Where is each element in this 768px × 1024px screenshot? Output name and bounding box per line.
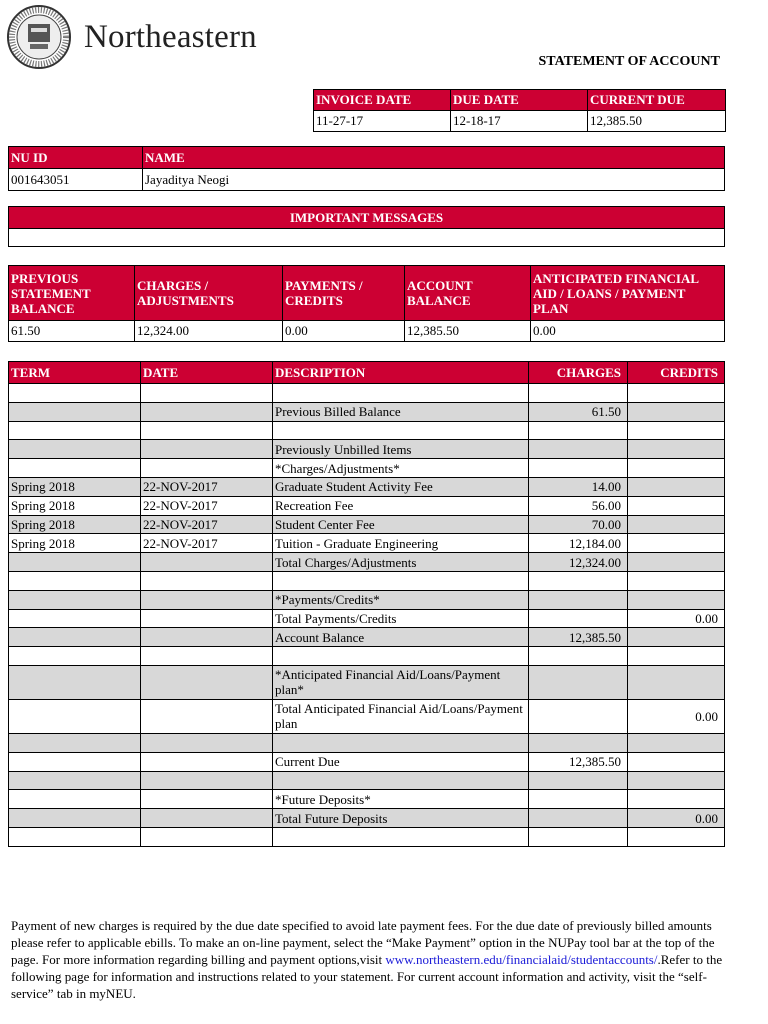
table-row xyxy=(9,809,725,828)
charges-cell xyxy=(529,459,628,478)
credits-cell xyxy=(628,459,725,478)
description-cell: Current Due xyxy=(273,752,529,771)
table-row xyxy=(9,553,725,572)
date-cell xyxy=(141,809,273,828)
date-cell xyxy=(141,752,273,771)
table-row xyxy=(9,534,725,553)
table-row xyxy=(9,647,725,666)
anticipated-aid-header: ANTICIPATED FINANCIAL AID / LOANS / PAYMENT PLAN xyxy=(531,266,725,321)
charges-cell xyxy=(529,590,628,609)
table-row xyxy=(9,496,725,515)
table-row xyxy=(9,609,725,628)
credits-cell: 0.00 xyxy=(628,809,725,828)
transaction-detail-table xyxy=(8,361,725,847)
table-row xyxy=(9,790,725,809)
nu-id-value: 001643051 xyxy=(9,169,143,191)
term-cell xyxy=(9,459,141,478)
statement-title: STATEMENT OF ACCOUNT xyxy=(538,54,720,69)
credits-cell: 0.00 xyxy=(628,699,725,733)
description-cell: Graduate Student Activity Fee xyxy=(273,477,529,496)
student-info-table xyxy=(8,146,725,191)
anticipated-aid-value: 0.00 xyxy=(531,321,725,342)
transaction-rows xyxy=(9,384,725,847)
credits-header: CREDITS xyxy=(628,362,725,384)
date-cell xyxy=(141,665,273,699)
description-cell: Total Anticipated Financial Aid/Loans/Payment plan xyxy=(273,699,529,733)
important-messages-body xyxy=(9,229,725,247)
description-cell: Student Center Fee xyxy=(273,515,529,534)
credits-cell xyxy=(628,771,725,790)
credits-cell xyxy=(628,421,725,440)
charges-cell: 12,184.00 xyxy=(529,534,628,553)
term-cell xyxy=(9,733,141,752)
term-cell xyxy=(9,440,141,459)
date-cell xyxy=(141,571,273,590)
date-cell xyxy=(141,384,273,403)
account-balance-value: 12,385.50 xyxy=(405,321,531,342)
previous-balance-value: 61.50 xyxy=(9,321,135,342)
date-cell xyxy=(141,771,273,790)
name-value: Jayaditya Neogi xyxy=(143,169,725,191)
date-cell xyxy=(141,421,273,440)
payment-instructions xyxy=(11,917,733,1002)
northeastern-logo xyxy=(6,4,298,70)
charges-header: CHARGES xyxy=(529,362,628,384)
charges-cell xyxy=(529,790,628,809)
term-cell xyxy=(9,609,141,628)
term-cell xyxy=(9,421,141,440)
footer-text: Payment of new charges is required by the due date specified to avoid late payment fees. For the due date of previously billed amounts please refer to applicable ebills. To make an on-line payment, select the “Make Payment” option in the NUPay tool bar at the top of the page. For more information regarding billing and payment options,visit xyxy=(11,918,715,967)
invoice-table xyxy=(313,89,726,132)
date-cell: 22-NOV-2017 xyxy=(141,534,273,553)
date-cell xyxy=(141,827,273,846)
important-messages-table xyxy=(8,206,725,247)
term-cell: Spring 2018 xyxy=(9,477,141,496)
charges-cell xyxy=(529,571,628,590)
invoice-date-header: INVOICE DATE xyxy=(314,90,451,111)
term-cell xyxy=(9,771,141,790)
table-row xyxy=(9,590,725,609)
charges-cell xyxy=(529,440,628,459)
table-row xyxy=(9,628,725,647)
charges-cell: 12,385.50 xyxy=(529,628,628,647)
previous-balance-header: PREVIOUS STATEMENT BALANCE xyxy=(9,266,135,321)
term-cell: Spring 2018 xyxy=(9,515,141,534)
charges-cell xyxy=(529,665,628,699)
credits-cell xyxy=(628,790,725,809)
description-cell xyxy=(273,571,529,590)
charges-cell xyxy=(529,609,628,628)
table-row xyxy=(9,384,725,403)
charges-cell: 12,385.50 xyxy=(529,752,628,771)
term-cell xyxy=(9,384,141,403)
description-cell: Total Charges/Adjustments xyxy=(273,553,529,572)
term-cell xyxy=(9,553,141,572)
description-cell: Previous Billed Balance xyxy=(273,402,529,421)
date-cell xyxy=(141,647,273,666)
description-cell: Total Future Deposits xyxy=(273,809,529,828)
account-balance-header: ACCOUNT BALANCE xyxy=(405,266,531,321)
description-header: DESCRIPTION xyxy=(273,362,529,384)
charges-cell: 61.50 xyxy=(529,402,628,421)
term-cell: Spring 2018 xyxy=(9,534,141,553)
table-row xyxy=(9,515,725,534)
due-date-value: 12-18-17 xyxy=(451,111,588,132)
description-cell: Total Payments/Credits xyxy=(273,609,529,628)
term-header: TERM xyxy=(9,362,141,384)
description-cell: Account Balance xyxy=(273,628,529,647)
credits-cell xyxy=(628,665,725,699)
credits-cell xyxy=(628,647,725,666)
term-cell xyxy=(9,790,141,809)
description-cell: *Anticipated Financial Aid/Loans/Payment plan* xyxy=(273,665,529,699)
date-cell xyxy=(141,402,273,421)
term-cell xyxy=(9,665,141,699)
credits-cell: 0.00 xyxy=(628,609,725,628)
credits-cell xyxy=(628,534,725,553)
current-due-header: CURRENT DUE xyxy=(588,90,726,111)
charges-cell xyxy=(529,384,628,403)
date-cell xyxy=(141,790,273,809)
description-cell xyxy=(273,771,529,790)
name-header: NAME xyxy=(143,147,725,169)
date-cell xyxy=(141,733,273,752)
table-row xyxy=(9,752,725,771)
description-cell xyxy=(273,733,529,752)
credits-cell xyxy=(628,515,725,534)
table-row xyxy=(9,699,725,733)
description-cell xyxy=(273,384,529,403)
term-cell xyxy=(9,402,141,421)
credits-cell xyxy=(628,733,725,752)
date-cell xyxy=(141,590,273,609)
payments-credits-header: PAYMENTS / CREDITS xyxy=(283,266,405,321)
charges-cell xyxy=(529,809,628,828)
credits-cell xyxy=(628,477,725,496)
charges-cell xyxy=(529,733,628,752)
term-cell xyxy=(9,827,141,846)
term-cell xyxy=(9,590,141,609)
table-row xyxy=(9,477,725,496)
charges-cell xyxy=(529,771,628,790)
credits-cell xyxy=(628,553,725,572)
table-row xyxy=(9,459,725,478)
date-cell xyxy=(141,699,273,733)
table-row xyxy=(9,771,725,790)
table-row xyxy=(9,421,725,440)
brand-wordmark: Northeastern xyxy=(84,18,257,55)
date-header: DATE xyxy=(141,362,273,384)
current-due-value: 12,385.50 xyxy=(588,111,726,132)
date-cell: 22-NOV-2017 xyxy=(141,496,273,515)
credits-cell xyxy=(628,571,725,590)
charges-cell: 56.00 xyxy=(529,496,628,515)
table-row xyxy=(9,665,725,699)
description-cell xyxy=(273,647,529,666)
university-seal-icon xyxy=(6,4,72,70)
charges-cell xyxy=(529,421,628,440)
balance-summary-table xyxy=(8,265,725,342)
term-cell: Spring 2018 xyxy=(9,496,141,515)
charges-cell: 70.00 xyxy=(529,515,628,534)
term-cell xyxy=(9,647,141,666)
date-cell: 22-NOV-2017 xyxy=(141,477,273,496)
description-cell: Previously Unbilled Items xyxy=(273,440,529,459)
charges-cell: 14.00 xyxy=(529,477,628,496)
credits-cell xyxy=(628,590,725,609)
credits-cell xyxy=(628,496,725,515)
date-cell xyxy=(141,459,273,478)
date-cell xyxy=(141,440,273,459)
date-cell: 22-NOV-2017 xyxy=(141,515,273,534)
charges-cell xyxy=(529,699,628,733)
charges-cell xyxy=(529,827,628,846)
table-row xyxy=(9,733,725,752)
description-cell: Recreation Fee xyxy=(273,496,529,515)
table-row xyxy=(9,827,725,846)
credits-cell xyxy=(628,628,725,647)
date-cell xyxy=(141,553,273,572)
invoice-date-value: 11-27-17 xyxy=(314,111,451,132)
date-cell xyxy=(141,628,273,647)
description-cell: *Payments/Credits* xyxy=(273,590,529,609)
charges-adjustments-value: 12,324.00 xyxy=(135,321,283,342)
payments-credits-value: 0.00 xyxy=(283,321,405,342)
footer-text-end: .Refer to the following page for information and instructions related to your statement. For current account information and activity, visit the “self-service” tab in myNEU. xyxy=(11,952,723,1001)
table-row xyxy=(9,402,725,421)
table-row xyxy=(9,571,725,590)
term-cell xyxy=(9,752,141,771)
charges-cell: 12,324.00 xyxy=(529,553,628,572)
term-cell xyxy=(9,628,141,647)
nu-id-header: NU ID xyxy=(9,147,143,169)
charges-cell xyxy=(529,647,628,666)
credits-cell xyxy=(628,827,725,846)
charges-adjustments-header: CHARGES / ADJUSTMENTS xyxy=(135,266,283,321)
date-cell xyxy=(141,609,273,628)
term-cell xyxy=(9,571,141,590)
credits-cell xyxy=(628,440,725,459)
term-cell xyxy=(9,699,141,733)
important-messages-header: IMPORTANT MESSAGES xyxy=(9,207,725,229)
table-row xyxy=(9,440,725,459)
due-date-header: DUE DATE xyxy=(451,90,588,111)
description-cell xyxy=(273,421,529,440)
credits-cell xyxy=(628,752,725,771)
description-cell: Tuition - Graduate Engineering xyxy=(273,534,529,553)
term-cell xyxy=(9,809,141,828)
student-accounts-link[interactable]: www.northeastern.edu/financialaid/studentaccounts/ xyxy=(385,952,658,967)
credits-cell xyxy=(628,384,725,403)
credits-cell xyxy=(628,402,725,421)
description-cell: *Future Deposits* xyxy=(273,790,529,809)
description-cell xyxy=(273,827,529,846)
description-cell: *Charges/Adjustments* xyxy=(273,459,529,478)
